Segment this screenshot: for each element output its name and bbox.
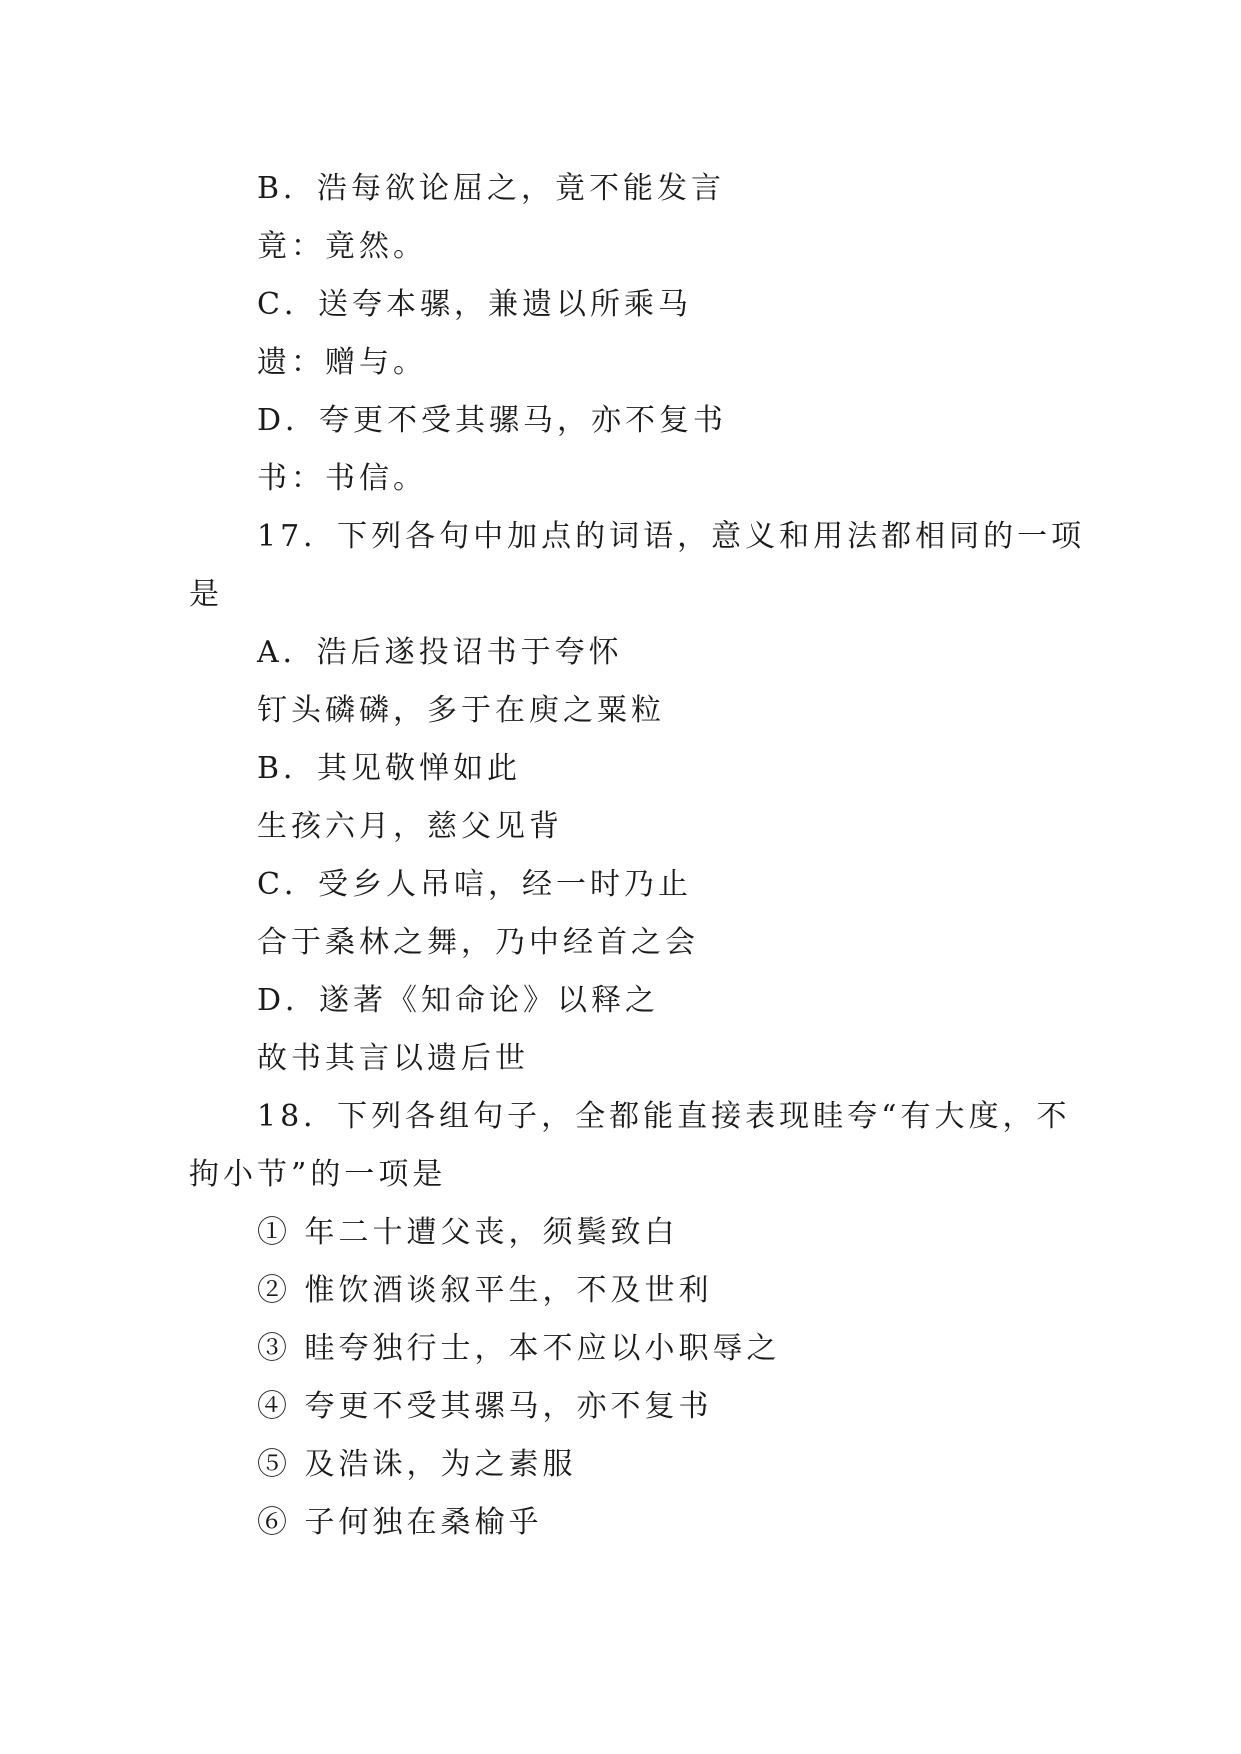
text-line: ① 年二十遭父丧，须鬓致白 [257, 1215, 679, 1250]
question-17-stem-continued: 是 [189, 577, 223, 612]
document-body [189, 160, 1086, 1552]
text-line: D．夸更不受其骡马，亦不复书 [257, 403, 728, 438]
text-line: ③ 眭夸独行士，本不应以小职辱之 [257, 1331, 781, 1366]
text-line: 竟：竟然。 [257, 229, 427, 264]
text-line: ⑤ 及浩诛，为之素服 [257, 1447, 577, 1482]
text-line: C．送夸本骡，兼遗以所乘马 [257, 287, 692, 322]
question-18-stem: 18．下列各组句子，全都能直接表现眭夸“有大度，不 [257, 1099, 1071, 1134]
question-17-stem: 17．下列各句中加点的词语，意义和用法都相同的一项 [257, 519, 1086, 554]
text-line: D．遂著《知命论》以释之 [257, 983, 660, 1018]
text-line: 钉头磷磷，多于在庾之粟粒 [257, 693, 665, 728]
question-18-stem-continued: 拘小节”的一项是 [189, 1157, 447, 1192]
text-line: B．浩每欲论屈之，竟不能发言 [257, 171, 726, 206]
text-line: 书：书信。 [257, 461, 427, 496]
text-line: 遗：赠与。 [257, 345, 427, 380]
text-line: C．受乡人吊唁，经一时乃止 [257, 867, 692, 902]
text-line: ② 惟饮酒谈叙平生，不及世利 [257, 1273, 713, 1308]
text-line: B．其见敬惮如此 [257, 751, 522, 786]
text-line: 生孩六月，慈父见背 [257, 809, 563, 844]
text-line: 合于桑林之舞，乃中经首之会 [257, 925, 699, 960]
text-line: ④ 夸更不受其骡马，亦不复书 [257, 1389, 713, 1424]
text-line: A．浩后遂投诏书于夸怀 [257, 635, 623, 670]
text-line: ⑥ 子何独在桑榆乎 [257, 1505, 543, 1540]
text-line: 故书其言以遗后世 [257, 1041, 529, 1076]
